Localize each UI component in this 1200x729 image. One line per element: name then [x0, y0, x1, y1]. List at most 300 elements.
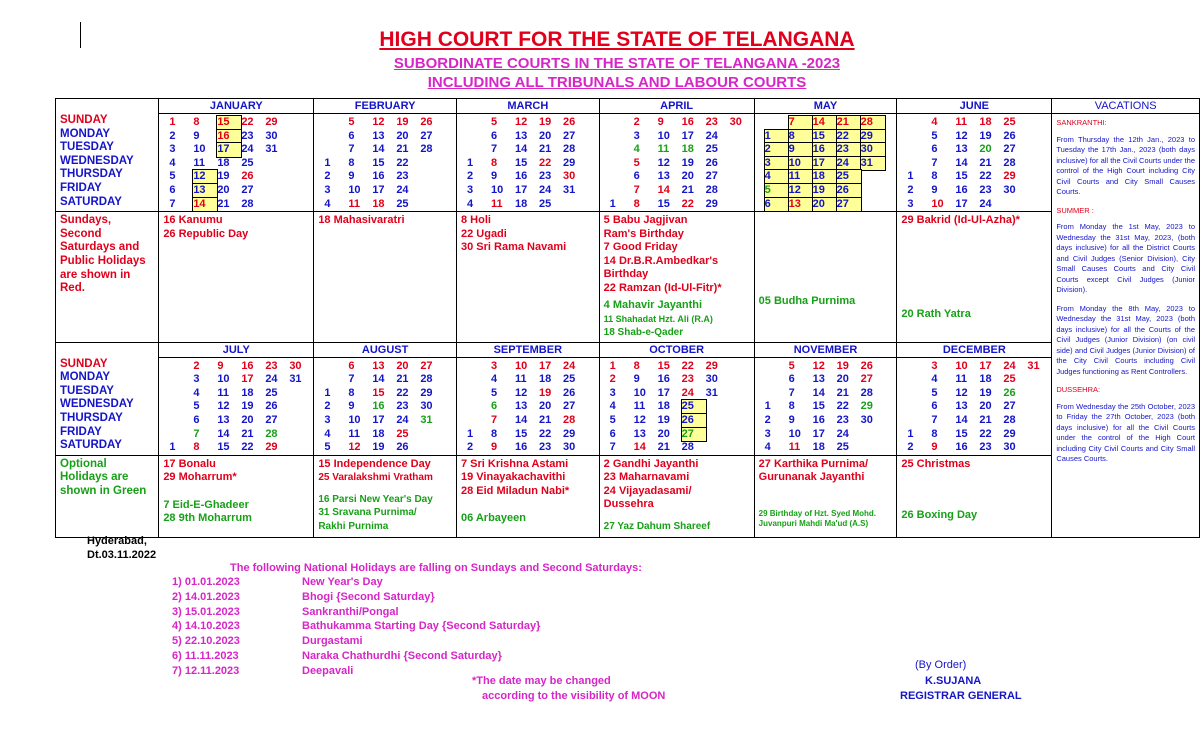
- signer-title: REGISTRAR GENERAL: [900, 690, 1022, 702]
- calendar-table: [55, 98, 1200, 538]
- date-cell: 5: [931, 129, 938, 142]
- date-cell: 19: [372, 441, 385, 454]
- date-cell: 26: [1003, 386, 1016, 399]
- date-cell: 25: [1003, 373, 1016, 386]
- date-cell: 27: [420, 359, 433, 372]
- date-cell: 10: [633, 386, 646, 399]
- holidays-november: 27 Karthika Purnima/ Gurunanak Jayanthi 29 Birthday of Hzt. Syed Mohd. Juvanpuri Mahdi Ma'ud (A.S): [754, 455, 897, 537]
- month-grid-february: [314, 114, 457, 212]
- date-cell: 18: [979, 373, 992, 386]
- date-cell: 10: [348, 414, 361, 427]
- date-cell: 29: [1003, 170, 1016, 183]
- date-cell: 20: [217, 183, 230, 196]
- date-cell: 31: [420, 414, 433, 427]
- empty-cell: [169, 414, 193, 428]
- date-cell: 15: [657, 359, 670, 372]
- date-cell: 4: [764, 441, 771, 454]
- date-cell: 24: [265, 373, 278, 386]
- date-cell: 27: [241, 183, 254, 196]
- empty-cell: [706, 414, 730, 428]
- month-grid-november: [754, 357, 897, 455]
- date-cell: 11: [955, 116, 967, 128]
- empty-cell: [467, 116, 491, 130]
- empty-cell: [169, 373, 193, 387]
- date-cell: 16: [812, 414, 825, 427]
- date-cell: 22: [538, 427, 552, 440]
- empty-cell: [324, 116, 348, 130]
- date-cell: 7: [633, 183, 640, 196]
- date-cell: 2: [633, 116, 640, 128]
- date-cell: 7: [788, 386, 795, 399]
- date-cell: 17: [372, 414, 385, 427]
- date-cell: 6: [169, 183, 176, 196]
- date-cell: 25: [705, 143, 718, 156]
- date-cell: 12: [514, 386, 528, 399]
- holidays-may: 05 Budha Purnima: [754, 212, 897, 343]
- date-cell: 11: [490, 197, 503, 210]
- empty-cell: [467, 143, 491, 157]
- date-cell: 3: [466, 183, 474, 196]
- date-cell: 24: [837, 157, 861, 171]
- date-cell: 19: [657, 414, 670, 427]
- empty-cell: [907, 414, 931, 428]
- empty-cell: [467, 387, 491, 401]
- date-cell: 22: [979, 427, 992, 440]
- empty-cell: [420, 441, 444, 455]
- date-cell: 16: [813, 143, 837, 157]
- date-cell: 20: [979, 400, 992, 413]
- date-cell: 30: [860, 414, 873, 427]
- date-cell: 13: [372, 129, 385, 142]
- date-cell: 17: [812, 427, 825, 440]
- date-cell: 14: [372, 143, 385, 156]
- date-cell: 15: [217, 441, 230, 454]
- empty-cell: [265, 184, 289, 198]
- empty-cell: [1027, 428, 1051, 442]
- date-cell: 7: [169, 197, 176, 210]
- date-cell: 5: [931, 386, 938, 399]
- date-cell: 2: [193, 359, 200, 372]
- date-cell: 20: [657, 427, 670, 440]
- date-cell: 28: [420, 373, 433, 386]
- date-cell: 28: [562, 414, 576, 427]
- date-cell: 8: [931, 170, 938, 183]
- date-cell: 13: [633, 427, 646, 440]
- date-cell: 12: [348, 441, 361, 454]
- date-cell: 14: [955, 156, 968, 169]
- empty-cell: [765, 387, 789, 401]
- date-cell: 19: [979, 386, 992, 399]
- date-cell: 10: [657, 129, 670, 142]
- date-cell: 13: [514, 129, 528, 142]
- date-cell: 4: [931, 373, 938, 386]
- empty-cell: [467, 373, 491, 387]
- date-cell: 15: [812, 400, 825, 413]
- date-cell: 20: [241, 414, 254, 427]
- date-cell: 18: [681, 143, 694, 156]
- date-cell: 18: [372, 197, 385, 210]
- vacation-summer-2: From Monday the 8th May, 2023 to Wednesday the 31st May, 2023 (both days inclusive) for all the Courts of the Civil Judges (Junior Division) (on civil side) and Civil Judges (Junior Division) of the City Civil Courts including Civil Judges functioning as Rent Controllers.: [1056, 303, 1195, 376]
- empty-cell: [1003, 198, 1027, 212]
- empty-cell: [907, 373, 931, 387]
- date-cell: 9: [193, 129, 200, 142]
- date-cell: 5: [765, 184, 789, 198]
- date-cell: 26: [265, 400, 278, 413]
- date-cell: 17: [657, 386, 670, 399]
- date-cell: 16: [217, 130, 241, 144]
- date-cell: 14: [633, 441, 646, 454]
- date-cell: 5: [490, 116, 498, 128]
- empty-cell: [907, 130, 931, 144]
- date-cell: 18: [813, 170, 837, 184]
- empty-cell: [420, 184, 444, 198]
- date-cell: 15: [372, 156, 385, 169]
- date-cell: 1: [609, 197, 616, 210]
- date-cell: 5: [348, 116, 355, 128]
- date-cell: 10: [931, 197, 944, 210]
- date-cell: 19: [979, 129, 992, 142]
- date-cell: 3: [907, 197, 914, 210]
- date-cell: 24: [562, 359, 576, 372]
- empty-cell: [265, 157, 289, 171]
- vacation-dussehra: From Wednesday the 25th October, 2023 to Friday the 27th October, 2023 (both days inclusive) for all the Civil Courts under the control of the High Court including City Civil Courts and City Small Causes Courts.: [1056, 401, 1195, 463]
- date-cell: 4: [609, 400, 616, 413]
- date-cell: 18: [217, 156, 230, 169]
- date-cell: 29: [562, 427, 576, 440]
- empty-cell: [1027, 400, 1051, 414]
- date-cell: 21: [681, 183, 694, 196]
- month-grid-september: [456, 357, 599, 455]
- date-cell: 14: [657, 183, 670, 196]
- date-cell: 2: [609, 373, 616, 386]
- date-cell: 13: [514, 400, 528, 413]
- holidays-august: 15 Independence Day 25 Varalakshmi Vratham 16 Parsi New Year's Day 31 Sravana Purnima/ Rakhi Purnima: [314, 455, 457, 537]
- holidays-december: 25 Christmas 26 Boxing Day: [897, 455, 1052, 537]
- date-cell: 11: [788, 441, 801, 454]
- date-cell: 26: [241, 170, 254, 183]
- date-cell: 24: [538, 183, 552, 196]
- date-cell: 29: [562, 156, 576, 169]
- empty-cell: [730, 184, 754, 198]
- date-cell: 26: [396, 441, 409, 454]
- date-cell: 21: [396, 373, 409, 386]
- empty-cell: [420, 170, 444, 184]
- date-cell: 30: [705, 373, 718, 386]
- date-cell: 27: [682, 428, 706, 442]
- empty-cell: [467, 414, 491, 428]
- date-cell: 1: [609, 359, 616, 372]
- date-cell: 13: [193, 184, 217, 198]
- date-cell: 30: [1003, 183, 1016, 196]
- date-cell: 23: [538, 441, 552, 454]
- empty-cell: [324, 143, 348, 157]
- date-cell: 25: [1003, 116, 1016, 128]
- date-cell: 19: [538, 386, 552, 399]
- empty-cell: [765, 373, 789, 387]
- empty-cell: [765, 360, 789, 374]
- date-cell: 16: [681, 116, 694, 128]
- date-cell: 5: [169, 170, 176, 183]
- issue-date: Dt.03.11.2022: [87, 549, 157, 561]
- date-cell: 23: [265, 359, 278, 372]
- date-cell: 2: [169, 129, 176, 142]
- date-cell: 5: [609, 414, 616, 427]
- date-cell: 28: [861, 116, 885, 130]
- date-cell: 13: [812, 373, 825, 386]
- day-names-h1: SUNDAY MONDAY TUESDAY WEDNESDAY THURSDAY FRIDAY SATURDAY: [56, 99, 159, 212]
- date-cell: 8: [931, 427, 938, 440]
- date-cell: 24: [241, 143, 254, 156]
- empty-cell: [324, 360, 348, 374]
- date-cell: 16: [657, 373, 670, 386]
- date-cell: 9: [348, 170, 355, 183]
- holidays-january: 16 Kanumu 26 Republic Day: [159, 212, 314, 343]
- date-cell: 28: [860, 386, 873, 399]
- month-grid-october: [599, 357, 754, 455]
- date-cell: 13: [955, 143, 968, 156]
- date-cell: 4: [765, 170, 789, 184]
- date-cell: 18: [538, 373, 552, 386]
- empty-cell: [467, 130, 491, 144]
- empty-cell: [265, 198, 289, 212]
- date-cell: 9: [633, 373, 640, 386]
- empty-cell: [1027, 387, 1051, 401]
- date-cell: 22: [241, 441, 254, 454]
- date-cell: 15: [514, 427, 528, 440]
- date-cell: 28: [681, 441, 694, 454]
- date-cell: 2: [907, 183, 914, 196]
- date-cell: 16: [372, 170, 385, 183]
- date-cell: 4: [633, 143, 640, 156]
- month-header-december: DECEMBER: [897, 342, 1052, 357]
- date-cell: 28: [420, 143, 433, 156]
- date-cell: 7: [348, 143, 355, 156]
- date-cell: 26: [1003, 129, 1016, 142]
- date-cell: 26: [705, 156, 718, 169]
- date-cell: 15: [657, 197, 670, 210]
- date-cell: 8: [633, 359, 640, 372]
- date-cell: 29: [861, 130, 885, 144]
- date-cell: 10: [514, 359, 528, 372]
- empty-cell: [730, 198, 754, 212]
- date-cell: 14: [812, 386, 825, 399]
- date-cell: 3: [931, 359, 938, 372]
- date-cell: 5: [193, 400, 200, 413]
- empty-cell: [730, 130, 754, 144]
- date-cell: 27: [420, 129, 433, 142]
- date-cell: 24: [979, 197, 992, 210]
- date-cell: 23: [241, 129, 254, 142]
- date-cell: 31: [705, 386, 718, 399]
- date-cell: 3: [490, 359, 498, 372]
- empty-cell: [289, 428, 313, 442]
- date-cell: 13: [372, 359, 385, 372]
- date-cell: 21: [538, 143, 552, 156]
- date-cell: 22: [538, 156, 552, 169]
- date-cell: 30: [265, 129, 278, 142]
- date-cell: 9: [490, 170, 498, 183]
- date-cell: 25: [562, 373, 576, 386]
- date-cell: 16: [955, 441, 968, 454]
- date-cell: 20: [813, 198, 837, 212]
- date-cell: 29: [860, 400, 873, 413]
- holidays-april: 5 Babu Jagjivan Ram's Birthday 7 Good Friday 14 Dr.B.R.Ambedkar's Birthday 22 Ramzan (Id-Ul-Fitr)* 4 Mahavir Jayanthi 11 Shahadat Hzt. Ali (R.A) 18 Shab-e-Qader: [599, 212, 754, 343]
- month-header-january: JANUARY: [159, 99, 314, 114]
- date-cell: 2: [324, 400, 331, 413]
- empty-cell: [610, 130, 634, 144]
- date-cell: 4: [466, 197, 474, 210]
- day-names-h2: SUNDAY MONDAY TUESDAY WEDNESDAY THURSDAY FRIDAY SATURDAY: [56, 342, 159, 455]
- date-cell: 1: [907, 170, 914, 183]
- list-item: 4) 14.10.2023 Bathukamma Starting Day {Second Saturday}: [172, 620, 541, 633]
- date-cell: 13: [217, 414, 230, 427]
- date-cell: 10: [193, 143, 206, 156]
- date-cell: 17: [979, 359, 992, 372]
- date-cell: 29: [1003, 427, 1016, 440]
- date-cell: 2: [764, 414, 771, 427]
- date-cell: 1: [765, 130, 789, 144]
- place: Hyderabad,: [87, 535, 147, 547]
- date-cell: 15: [813, 130, 837, 144]
- date-cell: 3: [633, 129, 640, 142]
- date-cell: 1: [466, 427, 474, 440]
- empty-cell: [420, 198, 444, 212]
- date-cell: 7: [193, 427, 200, 440]
- date-cell: 19: [241, 400, 254, 413]
- date-cell: 8: [348, 386, 355, 399]
- page-title: HIGH COURT FOR THE STATE OF TELANGANA: [379, 28, 855, 51]
- date-cell: 23: [837, 143, 861, 157]
- date-cell: 29: [265, 116, 278, 128]
- empty-cell: [907, 400, 931, 414]
- date-cell: 26: [682, 414, 706, 428]
- date-cell: 18: [657, 400, 670, 413]
- date-cell: 2: [466, 170, 474, 183]
- date-cell: 7: [490, 414, 498, 427]
- date-cell: 7: [931, 156, 938, 169]
- date-cell: 30: [289, 359, 302, 372]
- empty-cell: [1027, 441, 1051, 455]
- moon-note-1: *The date may be changed: [472, 675, 611, 687]
- month-header-march: MARCH: [456, 99, 599, 114]
- date-cell: 26: [562, 116, 576, 128]
- date-cell: 28: [241, 197, 254, 210]
- holidays-july: 17 Bonalu 29 Moharrum* 7 Eid-E-Ghadeer 28 9th Moharrum: [159, 455, 314, 537]
- date-cell: 10: [490, 183, 504, 196]
- date-cell: 7: [931, 414, 938, 427]
- date-cell: 10: [955, 359, 968, 372]
- date-cell: 23: [979, 441, 992, 454]
- empty-cell: [467, 400, 491, 414]
- month-header-november: NOVEMBER: [754, 342, 897, 357]
- date-cell: 22: [837, 130, 861, 144]
- date-cell: 8: [490, 427, 498, 440]
- date-cell: 8: [193, 116, 200, 128]
- date-cell: 21: [396, 143, 409, 156]
- date-cell: 31: [289, 373, 302, 386]
- month-header-june: JUNE: [897, 99, 1052, 114]
- holidays-february: 18 Mahasivaratri: [314, 212, 457, 343]
- date-cell: 21: [241, 427, 254, 440]
- date-cell: 4: [169, 156, 176, 169]
- date-cell: 2: [907, 441, 914, 454]
- date-cell: 28: [1003, 414, 1016, 427]
- date-cell: 8: [348, 156, 355, 169]
- date-cell: 17: [813, 157, 837, 171]
- date-cell: 25: [836, 441, 849, 454]
- date-cell: 23: [979, 183, 992, 196]
- date-cell: 11: [633, 400, 646, 413]
- date-cell: 17: [372, 183, 385, 196]
- date-cell: 11: [955, 373, 967, 386]
- date-cell: 27: [562, 129, 576, 142]
- vacations-header: VACATIONS: [1052, 99, 1200, 114]
- date-cell: 23: [538, 170, 552, 183]
- date-cell: 5: [490, 386, 498, 399]
- month-header-august: AUGUST: [314, 342, 457, 357]
- date-cell: 13: [789, 198, 813, 212]
- date-cell: 6: [609, 427, 616, 440]
- date-cell: 15: [514, 156, 528, 169]
- date-cell: 30: [420, 400, 433, 413]
- date-cell: 8: [788, 400, 795, 413]
- date-cell: 10: [217, 373, 230, 386]
- empty-cell: [861, 170, 885, 184]
- date-cell: 14: [372, 373, 385, 386]
- holidays-june: 29 Bakrid (Id-Ul-Azha)* 20 Rath Yatra: [897, 212, 1052, 343]
- vacations-panel: SANKRANTHI: From Thursday the 12th Jan., 2023 to Tuesday the 17th Jan., 2023 (both days inclusive) for all the Civil Courts under the control of the High Court including City Civil Courts and City Small Causes Courts. SUMMER : From Monday the 1st May, 2023 to Wednesday the 31st May, 2023, (both days inclusive) for all the District Courts and Civil Judges (Senior Division), City Small Causes Courts and City Civil Courts except Civil Judges (Junior Division). From Monday the 8th May, 2023 to Wednesday the 31st May, 2023 (both days inclusive) for all the Courts of the Civil Judges (Junior Division) (on civil side) and Civil Judges (Junior Division) of the City Civil Courts including Civil Judges functioning as Rent Controllers. DUSSEHRA: From Wednesday the 25th October, 2023 to Friday the 27th October, 2023 (both days inclusive) for all the Civil Courts under the control of the High Court including City Civil Courts and City Small Causes Courts.: [1052, 114, 1200, 538]
- date-cell: 23: [681, 373, 694, 386]
- date-cell: 11: [193, 156, 205, 169]
- date-cell: 13: [955, 400, 968, 413]
- date-cell: 29: [265, 441, 278, 454]
- date-cell: 2: [765, 143, 789, 157]
- date-cell: 27: [1003, 143, 1016, 156]
- national-holidays-list: [172, 575, 540, 679]
- empty-cell: [861, 184, 885, 198]
- empty-cell: [420, 428, 444, 442]
- date-cell: 14: [514, 143, 528, 156]
- date-cell: 4: [324, 197, 331, 210]
- empty-cell: [730, 157, 754, 171]
- date-cell: 9: [788, 414, 795, 427]
- date-cell: 31: [562, 183, 576, 196]
- date-cell: 30: [1003, 441, 1016, 454]
- date-cell: 20: [836, 373, 849, 386]
- subtitle-1: SUBORDINATE COURTS IN THE STATE OF TELANGANA -2023: [393, 55, 841, 72]
- month-grid-april: [599, 114, 754, 212]
- empty-cell: [1027, 373, 1051, 387]
- date-cell: 12: [514, 116, 528, 128]
- date-cell: 8: [490, 156, 498, 169]
- moon-note-2: according to the visibility of MOON: [482, 690, 666, 702]
- date-cell: 15: [955, 427, 968, 440]
- date-cell: 7: [490, 143, 498, 156]
- date-cell: 6: [490, 129, 498, 142]
- date-cell: 8: [789, 130, 813, 144]
- empty-cell: [907, 143, 931, 157]
- date-cell: 11: [348, 427, 360, 440]
- date-cell: 21: [979, 156, 992, 169]
- date-cell: 5: [324, 441, 331, 454]
- date-cell: 21: [217, 197, 230, 210]
- date-cell: 12: [812, 359, 825, 372]
- date-cell: 23: [396, 170, 409, 183]
- date-cell: 14: [217, 427, 230, 440]
- date-cell: 15: [217, 116, 241, 130]
- month-grid-march: [456, 114, 599, 212]
- date-cell: 6: [931, 143, 938, 156]
